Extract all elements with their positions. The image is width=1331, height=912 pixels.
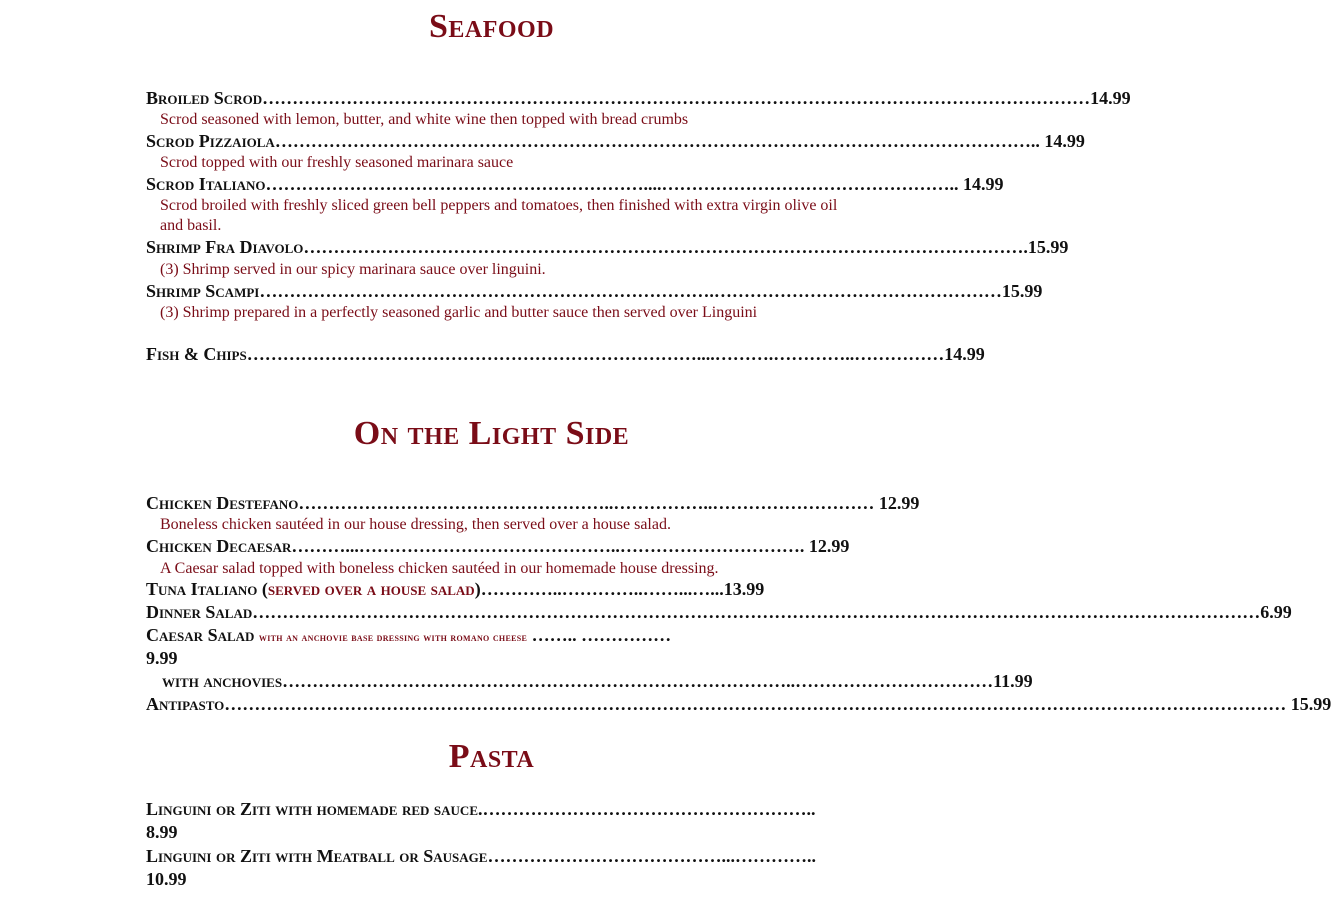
menu-item <box>162 671 1033 691</box>
item-name: Dinner Salad <box>146 602 253 622</box>
item-name: Fish & Chips <box>146 344 247 364</box>
item-description: Boneless chicken sautéed in our house dressing, then served over a house salad. <box>160 516 671 533</box>
leader-dots: …………………………………………………………………………………………………………………………………………………… <box>252 602 1261 622</box>
menu-item <box>146 344 985 364</box>
item-price: 10.99 <box>146 869 187 889</box>
item-name: Scrod Pizzaiola <box>146 131 275 151</box>
item-name: Linguini or Ziti with Meatball or Sausage <box>146 846 488 866</box>
item-price: 12.99 <box>808 536 850 556</box>
item-price: 11.99 <box>993 671 1033 691</box>
item-name: Caesar Salad <box>146 625 255 645</box>
item-name: Scrod Italiano <box>146 174 266 194</box>
leader-dots: ………………………………………………………………………………………………………………………… <box>262 88 1091 108</box>
leader-dots: …………………………………...………….. <box>487 846 816 866</box>
section-title-seafood: Seafood <box>428 8 555 45</box>
item-name: Shrimp Scampi <box>146 281 260 301</box>
leader-dots: …………………………………………………………………....……….…………..…………… <box>246 344 945 364</box>
menu-item <box>146 846 816 866</box>
item-name: Shrimp Fra Diavolo <box>146 237 304 257</box>
item-description: Scrod topped with our freshly seasoned marinara sauce <box>160 154 514 171</box>
leader-dots: …….. …………… <box>531 625 672 645</box>
item-price: 13.99 <box>723 579 765 599</box>
menu-item <box>146 694 1331 714</box>
leader-dots: ………………………………………………………………….………………………………………… <box>259 281 1002 301</box>
section-title-light-side: On the Light Side <box>353 415 630 452</box>
menu-item <box>146 281 1042 301</box>
item-note: served over a house salad <box>267 579 475 599</box>
item-price: 6.99 <box>1260 602 1292 622</box>
item-name: Tuna Italiano ( <box>146 579 268 599</box>
item-name: Chicken Decaesar <box>146 536 292 556</box>
leader-dots: ………...……………………………………..…………………………. <box>291 536 805 556</box>
leader-dots: …………………………………………………………………………..…………………………… <box>282 671 994 691</box>
menu-item <box>146 602 1292 622</box>
menu-item <box>146 799 816 819</box>
leader-dots: …………………………………………………………………………………………………………………………………………………………… <box>224 694 1287 714</box>
menu-item <box>146 174 1004 194</box>
item-close-paren: ) <box>474 579 481 599</box>
item-description: Scrod broiled with freshly sliced green bell peppers and tomatoes, then finished with extra virgin olive oil and basil. <box>160 197 838 234</box>
item-name: Linguini or Ziti with homemade red sauce. <box>146 799 483 819</box>
menu-item <box>146 493 919 513</box>
menu-item <box>146 579 764 599</box>
item-price: 15.99 <box>1027 237 1069 257</box>
section-title-pasta: Pasta <box>448 738 535 775</box>
item-price: 14.99 <box>963 174 1004 194</box>
menu-item <box>146 237 1068 257</box>
item-description: Scrod seasoned with lemon, butter, and white wine then topped with bread crumbs <box>160 111 689 128</box>
item-description: (3) Shrimp prepared in a perfectly seasoned garlic and butter sauce then served over Linguini <box>160 304 758 321</box>
item-price: 15.99 <box>1001 281 1043 301</box>
item-note: with an anchovie base dressing with romano cheese <box>258 630 528 644</box>
item-name: with anchovies <box>162 671 283 691</box>
leader-dots: ……………………………………………..……………..……………………… <box>298 493 875 513</box>
item-price: 9.99 <box>146 648 178 668</box>
item-price: 15.99 <box>1290 694 1331 714</box>
item-price: 14.99 <box>1044 131 1085 151</box>
item-name: Chicken Destefano <box>146 493 299 513</box>
item-name: Antipasto <box>146 694 225 714</box>
leader-dots: …………………………………………………………………………………………………………. <box>303 237 1028 257</box>
item-description: (3) Shrimp served in our spicy marinara sauce over linguini. <box>160 261 546 278</box>
leader-dots: ……………………………………………….. <box>482 799 816 819</box>
item-price: 14.99 <box>1090 88 1131 108</box>
item-price: 14.99 <box>944 344 985 364</box>
item-name: Broiled Scrod <box>146 88 263 108</box>
menu-item <box>146 625 671 647</box>
item-price: 8.99 <box>146 822 178 842</box>
leader-dots: …………..…………..……...…... <box>480 579 724 599</box>
item-description: A Caesar salad topped with boneless chicken sautéed in our homemade house dressing. <box>160 560 719 577</box>
item-price: 12.99 <box>878 493 920 513</box>
menu-item <box>146 88 1131 108</box>
menu-item <box>146 536 849 556</box>
leader-dots: ………………………………………………………....………………………………………….. <box>265 174 959 194</box>
leader-dots: ……………………………………………………………………………………………………………….. <box>274 131 1040 151</box>
menu-item <box>146 131 1085 151</box>
